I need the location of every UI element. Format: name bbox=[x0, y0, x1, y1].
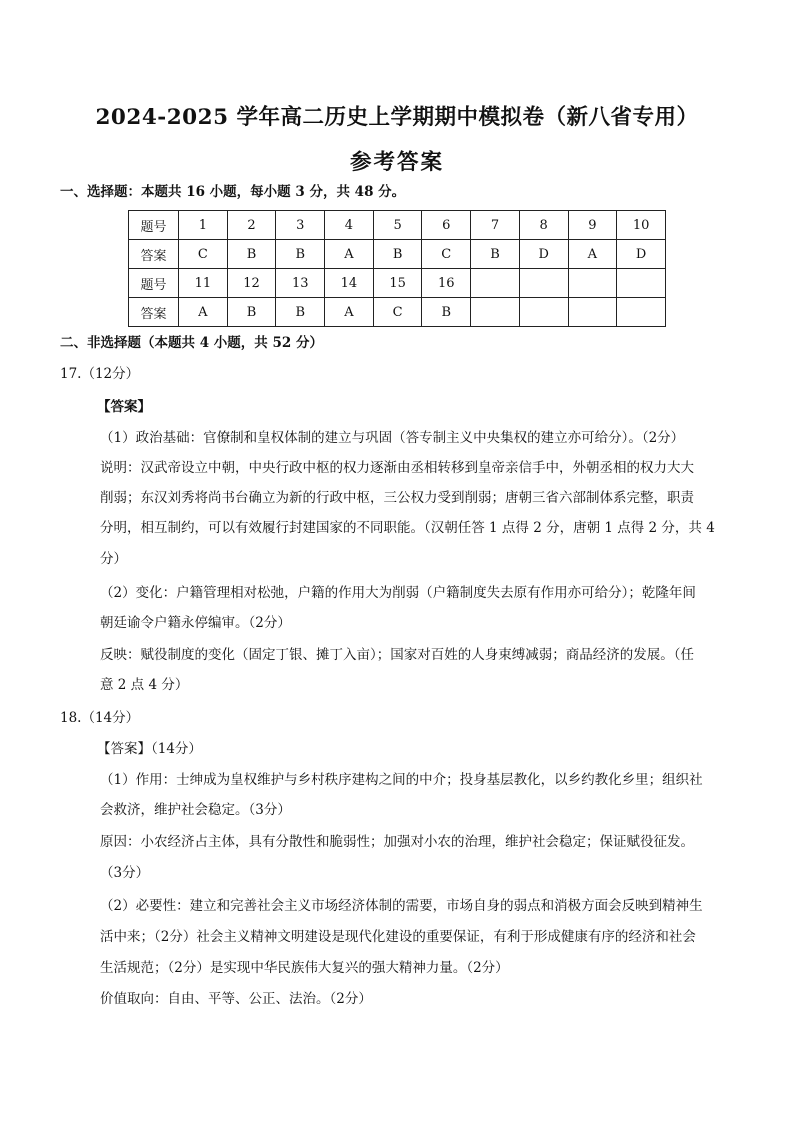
answer-table bbox=[128, 210, 666, 327]
table-cell: A bbox=[179, 298, 228, 327]
table-cell: B bbox=[471, 240, 520, 269]
q17-line-3: 削弱；东汉刘秀将尚书台确立为新的行政中枢，三公权力受到削弱；唐朝三省六部制体系完整，职责 bbox=[100, 490, 694, 506]
table-cell: 2 bbox=[227, 211, 276, 240]
table-cell bbox=[617, 298, 666, 327]
table-cell bbox=[617, 269, 666, 298]
table-cell: B bbox=[373, 240, 422, 269]
page-subtitle: 参考答案 bbox=[349, 150, 444, 175]
q17-line-5: 分） bbox=[100, 551, 127, 567]
table-cell: 13 bbox=[276, 269, 325, 298]
table-cell: A bbox=[568, 240, 617, 269]
table-cell: 14 bbox=[325, 269, 374, 298]
q18-line-2: 会救济，维护社会稳定。（3分） bbox=[100, 802, 291, 818]
q18-line-3: 原因：小农经济占主体，具有分散性和脆弱性；加强对小农的治理，维护社会稳定；保证赋役征发。 bbox=[100, 834, 694, 850]
section2-heading: 二、非选择题（本题共 4 小题，共 52 分） bbox=[60, 335, 323, 351]
table-cell: 10 bbox=[617, 211, 666, 240]
table-cell: 8 bbox=[519, 211, 568, 240]
q18-line-7: 生活规范；（2分）是实现中华民族伟大复兴的强大精神力量。（2分） bbox=[100, 960, 509, 976]
table-cell bbox=[568, 298, 617, 327]
table-cell bbox=[519, 269, 568, 298]
table-cell: 9 bbox=[568, 211, 617, 240]
table-row-header: 题号 bbox=[129, 211, 179, 240]
table-cell: 11 bbox=[179, 269, 228, 298]
q17-line-2: 说明：汉武帝设立中朝，中央行政中枢的权力逐渐由丞相转移到皇帝亲信手中，外朝丞相的权力大大 bbox=[100, 460, 694, 476]
table-cell: C bbox=[373, 298, 422, 327]
q17-line-9: 意 2 点 4 分） bbox=[100, 677, 189, 693]
q17-line-7: 朝廷谕令户籍永停编审。（2分） bbox=[100, 615, 291, 631]
q18-line-1: （1）作用：士绅成为皇权维护与乡村秩序建构之间的中介；投身基层教化，以乡约教化乡里；组织社 bbox=[100, 772, 703, 788]
table-cell: C bbox=[422, 240, 471, 269]
table-cell: 12 bbox=[227, 269, 276, 298]
table-row-header: 题号 bbox=[129, 269, 179, 298]
table-cell: C bbox=[179, 240, 228, 269]
table-cell: 15 bbox=[373, 269, 422, 298]
table-cell: B bbox=[276, 240, 325, 269]
table-row-header: 答案 bbox=[129, 240, 179, 269]
table-cell: 1 bbox=[179, 211, 228, 240]
q17-line-4: 分明，相互制约，可以有效履行封建国家的不同职能。（汉朝任答 1 点得 2 分，唐朝 1 点得 2 分，共 4 bbox=[100, 520, 715, 536]
table-cell: 4 bbox=[325, 211, 374, 240]
table-cell: 6 bbox=[422, 211, 471, 240]
table-row-header: 答案 bbox=[129, 298, 179, 327]
q18-answer-label: 【答案】（14分） bbox=[97, 741, 202, 757]
table-cell: 3 bbox=[276, 211, 325, 240]
table-row bbox=[129, 240, 666, 269]
q17-line-1: （1）政治基础：官僚制和皇权体制的建立与巩固（答专制主义中央集权的建立亦可给分）。（2分） bbox=[100, 430, 685, 446]
page-title: 2024-2025 学年高二历史上学期期中模拟卷（新八省专用） bbox=[95, 105, 699, 130]
table-row bbox=[129, 211, 666, 240]
table-cell: B bbox=[276, 298, 325, 327]
q17-number: 17.（12分） bbox=[60, 366, 140, 382]
table-cell: D bbox=[617, 240, 666, 269]
table-cell bbox=[471, 298, 520, 327]
q18-line-6: 活中来；（2分）社会主义精神文明建设是现代化建设的重要保证，有利于形成健康有序的经济和社会 bbox=[100, 929, 696, 945]
q18-number: 18.（14分） bbox=[60, 710, 140, 726]
table-cell: B bbox=[227, 298, 276, 327]
table-cell bbox=[519, 298, 568, 327]
table-cell: 5 bbox=[373, 211, 422, 240]
q18-line-8: 价值取向：自由、平等、公正、法治。（2分） bbox=[100, 991, 372, 1007]
table-cell: B bbox=[227, 240, 276, 269]
table-cell: A bbox=[325, 298, 374, 327]
q17-line-6: （2）变化：户籍管理相对松弛，户籍的作用大为削弱（户籍制度失去原有作用亦可给分）；乾隆年间 bbox=[100, 585, 696, 601]
q18-line-5: （2）必要性：建立和完善社会主义市场经济体制的需要，市场自身的弱点和消极方面会反映到精神生 bbox=[100, 898, 703, 914]
table-cell: 7 bbox=[471, 211, 520, 240]
table-cell: D bbox=[519, 240, 568, 269]
table-cell: 16 bbox=[422, 269, 471, 298]
table-row bbox=[129, 298, 666, 327]
q17-answer-label: 【答案】 bbox=[97, 399, 151, 415]
table-cell bbox=[471, 269, 520, 298]
q17-line-8: 反映：赋役制度的变化（固定丁银、摊丁入亩）；国家对百姓的人身束缚减弱；商品经济的发展。（任 bbox=[100, 647, 694, 663]
table-cell bbox=[568, 269, 617, 298]
section1-heading: 一、选择题：本题共 16 小题，每小题 3 分，共 48 分。 bbox=[60, 184, 406, 200]
table-row bbox=[129, 269, 666, 298]
table-cell: B bbox=[422, 298, 471, 327]
table-cell: A bbox=[325, 240, 374, 269]
q18-line-4: （3分） bbox=[100, 865, 150, 881]
